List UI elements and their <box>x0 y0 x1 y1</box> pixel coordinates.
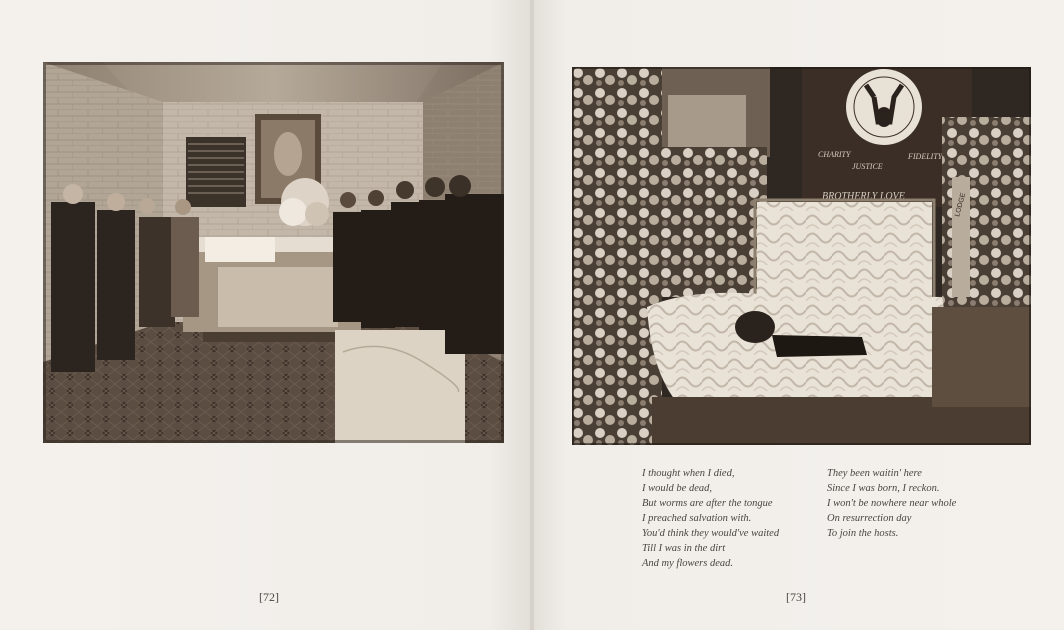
poem-column-1 <box>642 466 779 571</box>
funeral-parlor-photo <box>43 62 504 443</box>
poem-column-2 <box>827 466 956 541</box>
poem-line: They been waitin' here <box>827 468 922 479</box>
casket-with-flowers-photo <box>572 67 1031 445</box>
poem-line: I preached salvation with. <box>642 513 752 524</box>
banner-word-brotherly-love: BROTHERLY LOVE <box>822 191 905 202</box>
poem-line: You'd think they would've waited <box>642 528 780 539</box>
poem-line: On resurrection day <box>827 513 912 524</box>
banner-word-justice: JUSTICE <box>852 162 883 171</box>
page-number-left: [72] <box>259 590 279 604</box>
poem-line: Till I was in the dirt <box>642 543 726 554</box>
casket-image <box>572 67 1031 445</box>
poem-line: To join the hosts. <box>827 528 899 539</box>
poem-line: I thought when I died, <box>642 468 735 479</box>
poem-line: And my flowers dead. <box>642 558 733 569</box>
poem-line: Since I was born, I reckon. <box>827 483 940 494</box>
banner-word-fidelity: FIDELITY <box>908 152 943 161</box>
poem-line: I would be dead, <box>642 483 712 494</box>
poem-line: I won't be nowhere near whole <box>827 498 957 509</box>
banner-word-charity: CHARITY <box>818 150 851 159</box>
poem-line: But worms are after the tongue <box>642 498 773 509</box>
page-number-right: [73] <box>786 590 806 604</box>
ribbon-text: LODGE <box>954 192 968 218</box>
funeral-parlor-image <box>43 62 504 443</box>
